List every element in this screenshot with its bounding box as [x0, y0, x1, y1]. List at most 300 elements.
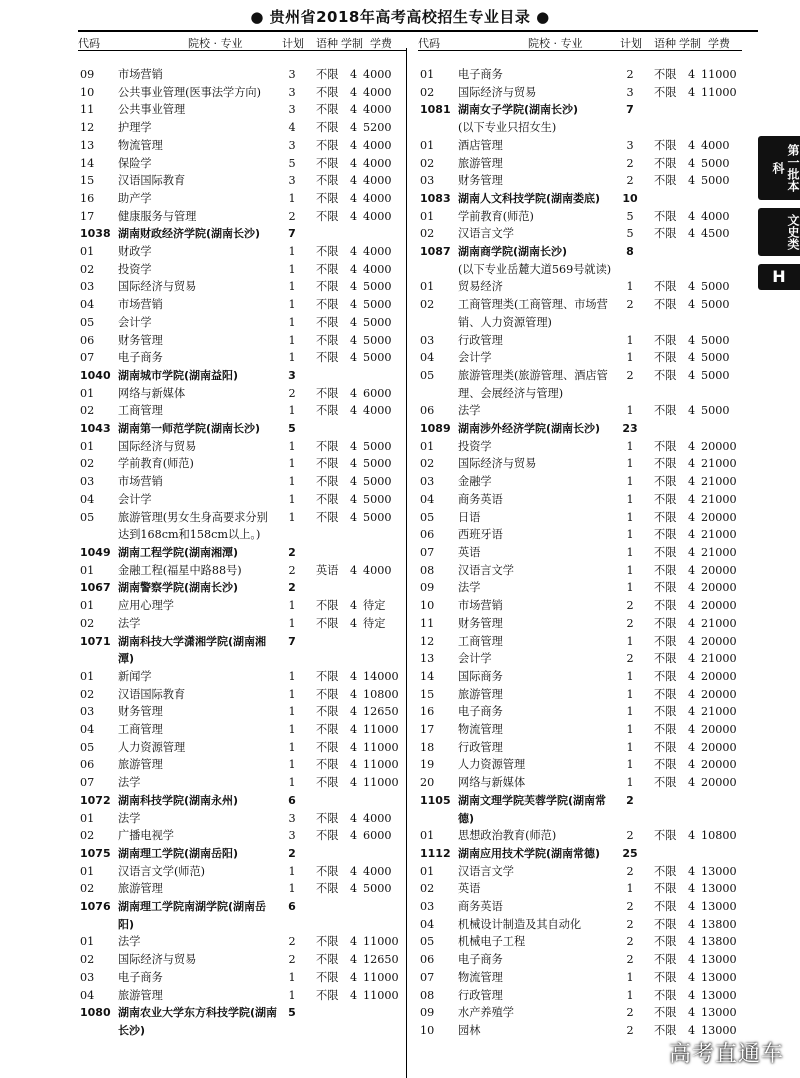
plan-cell: 1: [626, 882, 634, 896]
major-row: [420, 155, 740, 173]
fee-cell: 21000: [701, 528, 737, 542]
lang-cell: 不限: [654, 935, 677, 949]
code-cell: 1049: [80, 545, 111, 559]
plan-cell: 2: [626, 599, 634, 613]
major-name: 旅游管理: [118, 758, 163, 772]
code-cell: 1089: [420, 422, 451, 436]
years-cell: 4: [350, 298, 358, 312]
lang-cell: 不限: [316, 439, 339, 453]
years-cell: 4: [688, 404, 696, 418]
code-cell: 1081: [420, 103, 451, 117]
code-cell: 01: [80, 811, 95, 825]
major-name: 国际经济与贸易: [118, 280, 197, 294]
header-fee: 学费: [708, 37, 730, 50]
years-cell: 4: [350, 103, 358, 117]
fee-cell: 20000: [701, 581, 737, 595]
header-lang: 语种: [316, 37, 338, 50]
years-cell: 4: [350, 563, 358, 577]
code-cell: 1072: [80, 793, 111, 807]
major-row: [80, 349, 400, 367]
fee-cell: 12650: [363, 705, 399, 719]
years-cell: 4: [350, 740, 358, 754]
years-cell: 4: [350, 758, 358, 772]
code-cell: 09: [420, 581, 435, 595]
code-cell: 14: [80, 156, 95, 170]
code-cell: 18: [420, 740, 435, 754]
fee-cell: 13000: [701, 970, 737, 984]
plan-cell: 2: [288, 209, 296, 223]
years-cell: 4: [688, 758, 696, 772]
code-cell: 02: [80, 616, 95, 630]
lang-cell: 不限: [654, 510, 677, 524]
years-cell: 4: [350, 333, 358, 347]
fee-cell: 4000: [363, 174, 392, 188]
lang-cell: 不限: [654, 687, 677, 701]
fee-cell: 6000: [363, 386, 392, 400]
plan-cell: 1: [626, 475, 634, 489]
fee-cell: 21000: [701, 457, 737, 471]
fee-cell: 11000: [363, 988, 399, 1002]
years-cell: 4: [350, 953, 358, 967]
major-name: 物流管理: [458, 970, 503, 984]
years-cell: 4: [688, 882, 696, 896]
major-name: 市场营销: [118, 68, 163, 81]
major-name: 汉语言文学: [458, 227, 514, 241]
years-cell: 4: [688, 174, 696, 188]
lang-cell: 不限: [654, 227, 677, 241]
fee-cell: 4000: [363, 864, 392, 878]
major-row: [80, 119, 400, 137]
plan-cell: 1: [288, 475, 296, 489]
plan-cell: 1: [626, 634, 634, 648]
fee-cell: 5000: [363, 492, 392, 506]
side-tab-letter: H: [758, 264, 800, 290]
code-cell: 02: [80, 457, 95, 471]
plan-cell: 1: [626, 563, 634, 577]
plan-cell: 2: [626, 616, 634, 630]
major-row: [80, 101, 400, 119]
lang-cell: 不限: [316, 864, 339, 878]
years-cell: 4: [350, 970, 358, 984]
major-name: 电子商务: [118, 970, 163, 984]
code-cell: 03: [80, 280, 95, 294]
major-name: 财政学: [118, 245, 152, 259]
plan-cell: 1: [626, 988, 634, 1002]
major-name: 财务管理: [118, 333, 163, 347]
years-cell: 4: [688, 333, 696, 347]
fee-cell: 11000: [363, 758, 399, 772]
lang-cell: 不限: [654, 439, 677, 453]
right-column-header: [418, 34, 742, 51]
left-column: [80, 66, 400, 1040]
major-row: [80, 721, 400, 739]
fee-cell: 5000: [701, 156, 730, 170]
years-cell: 4: [688, 475, 696, 489]
fee-cell: 5000: [363, 298, 392, 312]
fee-cell: 14000: [363, 669, 399, 683]
years-cell: 4: [350, 156, 358, 170]
years-cell: 4: [350, 687, 358, 701]
header-fee: 学费: [370, 37, 392, 50]
major-row: [80, 190, 400, 208]
plan-cell: 2: [626, 298, 634, 312]
major-name: 汉语言文学: [458, 864, 514, 878]
major-row: [80, 491, 400, 509]
years-cell: 4: [688, 864, 696, 878]
major-row: [420, 278, 740, 296]
major-row: [80, 562, 400, 580]
code-cell: 02: [420, 156, 435, 170]
plan-cell: 2: [626, 68, 634, 81]
code-cell: 03: [420, 333, 435, 347]
code-cell: 09: [80, 68, 95, 81]
major-name: 国际经济与贸易: [458, 85, 537, 99]
lang-cell: 不限: [316, 740, 339, 754]
plan-cell: 3: [288, 103, 296, 117]
code-cell: 01: [420, 864, 435, 878]
major-row: [80, 314, 400, 332]
plan-cell: 5: [288, 422, 296, 436]
lang-cell: 不限: [316, 970, 339, 984]
plan-cell: 1: [288, 616, 296, 630]
major-row: [80, 278, 400, 296]
plan-cell: 23: [622, 422, 638, 436]
major-name: 法学: [118, 935, 141, 949]
major-row: [420, 739, 740, 757]
years-cell: 4: [688, 776, 696, 790]
plan-cell: 7: [288, 227, 296, 241]
major-name: 电子商务: [458, 953, 503, 967]
major-name: 水产养殖学: [458, 1006, 514, 1020]
plan-cell: 1: [288, 457, 296, 471]
column-divider: [406, 48, 407, 1078]
major-name: 汉语国际教育: [118, 174, 186, 188]
code-cell: 01: [80, 386, 95, 400]
plan-cell: 8: [626, 245, 634, 259]
major-row: [420, 880, 740, 898]
lang-cell: 不限: [654, 1006, 677, 1020]
fee-cell: 5000: [363, 315, 392, 329]
years-cell: 4: [350, 174, 358, 188]
code-cell: 01: [420, 68, 435, 81]
plan-cell: 7: [626, 103, 634, 117]
major-row: [420, 721, 740, 739]
lang-cell: 不限: [654, 599, 677, 613]
code-cell: 1112: [420, 846, 451, 860]
fee-cell: 5000: [701, 368, 730, 382]
code-cell: 02: [420, 882, 435, 896]
major-row: [420, 172, 740, 190]
years-cell: 4: [350, 209, 358, 223]
major-row: [80, 84, 400, 102]
major-row: [420, 703, 740, 721]
code-cell: 19: [420, 758, 435, 772]
years-cell: 4: [350, 85, 358, 99]
major-row: [80, 739, 400, 757]
major-name: (以下专业岳麓大道569号就读): [458, 262, 612, 276]
code-cell: 03: [80, 475, 95, 489]
code-cell: 07: [80, 776, 95, 790]
code-cell: 02: [420, 227, 435, 241]
plan-cell: 5: [626, 209, 634, 223]
major-name: 机械电子工程: [458, 935, 526, 949]
years-cell: 4: [350, 457, 358, 471]
lang-cell: 不限: [316, 191, 339, 205]
major-name: 工商管理: [118, 723, 163, 737]
major-name: 财务管理: [458, 174, 503, 188]
lang-cell: 不限: [654, 634, 677, 648]
code-cell: 01: [420, 209, 435, 223]
plan-cell: 1: [626, 545, 634, 559]
fee-cell: 5000: [363, 333, 392, 347]
plan-cell: 1: [288, 351, 296, 365]
years-cell: 4: [688, 439, 696, 453]
major-row: [80, 172, 400, 190]
plan-cell: 3: [288, 811, 296, 825]
major-row: [80, 597, 400, 615]
code-cell: 12: [420, 634, 435, 648]
plan-cell: 1: [626, 351, 634, 365]
years-cell: 4: [688, 492, 696, 506]
fee-cell: 5000: [701, 333, 730, 347]
school-name: 湖南科技大学潇湘学院(湖南湘潭): [118, 634, 267, 666]
fee-cell: 5000: [701, 298, 730, 312]
lang-cell: 不限: [654, 616, 677, 630]
plan-cell: 2: [626, 652, 634, 666]
major-row: [80, 385, 400, 403]
plan-cell: 2: [288, 545, 296, 559]
major-row: [420, 137, 740, 155]
code-cell: 04: [420, 917, 435, 931]
code-cell: 01: [420, 439, 435, 453]
plan-cell: 3: [288, 68, 296, 81]
years-cell: 4: [688, 723, 696, 737]
page-title: ● 贵州省2018年高考高校招生专业目录 ●: [250, 8, 550, 26]
code-cell: 06: [420, 404, 435, 418]
major-name: 行政管理: [458, 740, 503, 754]
major-name: 汉语国际教育: [118, 687, 186, 701]
years-cell: 4: [350, 510, 358, 524]
major-name: 旅游管理: [458, 156, 503, 170]
fee-cell: 4000: [363, 85, 392, 99]
code-cell: 16: [420, 705, 435, 719]
major-row: [80, 615, 400, 633]
years-cell: 4: [350, 988, 358, 1002]
code-cell: 02: [80, 687, 95, 701]
code-cell: 15: [80, 174, 95, 188]
major-row: [420, 544, 740, 562]
major-row: [420, 225, 740, 243]
years-cell: 4: [350, 191, 358, 205]
years-cell: 4: [688, 953, 696, 967]
major-name: 市场营销: [458, 599, 503, 613]
lang-cell: 不限: [654, 900, 677, 914]
plan-cell: 1: [288, 723, 296, 737]
plan-cell: 25: [622, 846, 638, 860]
fee-cell: 4000: [363, 68, 392, 81]
lang-cell: 不限: [654, 669, 677, 683]
major-row: [80, 296, 400, 314]
code-cell: 07: [80, 351, 95, 365]
lang-cell: 不限: [654, 492, 677, 506]
code-cell: 01: [80, 245, 95, 259]
plan-cell: 1: [288, 758, 296, 772]
code-cell: 02: [420, 85, 435, 99]
lang-cell: 不限: [316, 386, 339, 400]
plan-cell: 1: [626, 333, 634, 347]
code-cell: 04: [420, 351, 435, 365]
plan-cell: 1: [626, 705, 634, 719]
major-row: [80, 66, 400, 84]
plan-cell: 1: [288, 280, 296, 294]
major-row: [420, 863, 740, 881]
major-row: [420, 668, 740, 686]
code-cell: 09: [420, 1006, 435, 1020]
plan-cell: 2: [626, 174, 634, 188]
years-cell: 4: [688, 669, 696, 683]
major-name: 法学: [118, 776, 141, 790]
years-cell: 4: [688, 156, 696, 170]
plan-cell: 1: [626, 492, 634, 506]
major-row: [80, 332, 400, 350]
major-name: 护理学: [118, 121, 152, 135]
fee-cell: 4000: [363, 209, 392, 223]
plan-cell: 1: [288, 439, 296, 453]
fee-cell: 5000: [701, 280, 730, 294]
plan-cell: 1: [288, 740, 296, 754]
fee-cell: 12650: [363, 953, 399, 967]
years-cell: 4: [350, 616, 358, 630]
code-cell: 01: [420, 829, 435, 843]
major-row: [80, 438, 400, 456]
fee-cell: 4000: [363, 245, 392, 259]
major-name: 保险学: [118, 156, 152, 170]
fee-cell: 10800: [701, 829, 737, 843]
code-cell: 1105: [420, 793, 451, 807]
major-name: 旅游管理: [118, 988, 163, 1002]
years-cell: 4: [350, 68, 358, 81]
code-cell: 01: [420, 138, 435, 152]
lang-cell: 不限: [654, 156, 677, 170]
fee-cell: 20000: [701, 634, 737, 648]
major-name: 机械设计制造及其自动化: [458, 917, 582, 931]
fee-cell: 13800: [701, 935, 737, 949]
major-row: [420, 1004, 740, 1022]
school-row: [420, 420, 740, 438]
plan-cell: 2: [626, 829, 634, 843]
lang-cell: 不限: [654, 953, 677, 967]
lang-cell: 不限: [654, 368, 677, 382]
major-name: 法学: [118, 616, 141, 630]
lang-cell: 不限: [316, 298, 339, 312]
plan-cell: 2: [626, 156, 634, 170]
major-name: 会计学: [118, 492, 152, 506]
lang-cell: 不限: [316, 758, 339, 772]
lang-cell: 不限: [654, 298, 677, 312]
plan-cell: 1: [626, 439, 634, 453]
plan-cell: 3: [288, 138, 296, 152]
major-row: [80, 987, 400, 1005]
lang-cell: 不限: [316, 776, 339, 790]
major-row: [420, 633, 740, 651]
lang-cell: 不限: [654, 723, 677, 737]
school-name: 湖南科技学院(湖南永州): [118, 793, 239, 807]
school-row: [80, 845, 400, 863]
school-row: [420, 243, 740, 261]
plan-cell: 6: [288, 793, 296, 807]
school-name: 湖南警察学院(湖南长沙): [118, 581, 239, 595]
page-header: [0, 0, 800, 34]
code-cell: 01: [80, 935, 95, 949]
lang-cell: 不限: [654, 333, 677, 347]
plan-cell: 2: [626, 917, 634, 931]
major-name: 应用心理学: [118, 599, 174, 613]
plan-cell: 1: [288, 262, 296, 276]
years-cell: 4: [688, 687, 696, 701]
fee-cell: 21000: [701, 492, 737, 506]
major-name: 法学: [118, 811, 141, 825]
lang-cell: 不限: [654, 740, 677, 754]
major-row: [80, 243, 400, 261]
plan-cell: 5: [288, 1006, 296, 1020]
lang-cell: 不限: [316, 333, 339, 347]
lang-cell: 不限: [654, 829, 677, 843]
years-cell: 4: [688, 351, 696, 365]
years-cell: 4: [350, 811, 358, 825]
major-row: [420, 916, 740, 934]
plan-cell: 1: [626, 528, 634, 542]
school-name: 湖南城市学院(湖南益阳): [118, 368, 239, 382]
fee-cell: 21000: [701, 652, 737, 666]
school-name: 湖南应用技术学院(湖南常德): [458, 846, 601, 860]
major-row: [80, 933, 400, 951]
years-cell: 4: [688, 1023, 696, 1037]
major-name: 会计学: [118, 315, 152, 329]
fee-cell: 21000: [701, 705, 737, 719]
plan-cell: 1: [288, 404, 296, 418]
code-cell: 05: [80, 740, 95, 754]
major-row: [420, 473, 740, 491]
plan-cell: 2: [288, 953, 296, 967]
lang-cell: 不限: [654, 776, 677, 790]
code-cell: 07: [420, 545, 435, 559]
fee-cell: 20000: [701, 740, 737, 754]
fee-cell: 5000: [363, 351, 392, 365]
major-name: (以下专业只招女生): [458, 121, 557, 135]
header-name: 院校 · 专业: [528, 37, 583, 50]
fee-cell: 20000: [701, 599, 737, 613]
lang-cell: 不限: [316, 404, 339, 418]
years-cell: 4: [688, 581, 696, 595]
major-name: 西班牙语: [458, 528, 503, 542]
major-name: 市场营销: [118, 475, 163, 489]
fee-cell: 13000: [701, 988, 737, 1002]
lang-cell: 不限: [316, 510, 339, 524]
code-cell: 01: [80, 669, 95, 683]
code-cell: 02: [80, 404, 95, 418]
fee-cell: 4000: [363, 138, 392, 152]
code-cell: 03: [420, 900, 435, 914]
code-cell: 13: [420, 652, 435, 666]
fee-cell: 4000: [363, 156, 392, 170]
major-row: [420, 84, 740, 102]
header-rule: [78, 30, 758, 32]
lang-cell: 不限: [316, 492, 339, 506]
lang-cell: 不限: [654, 1023, 677, 1037]
years-cell: 4: [350, 882, 358, 896]
lang-cell: 不限: [316, 156, 339, 170]
years-cell: 4: [688, 599, 696, 613]
